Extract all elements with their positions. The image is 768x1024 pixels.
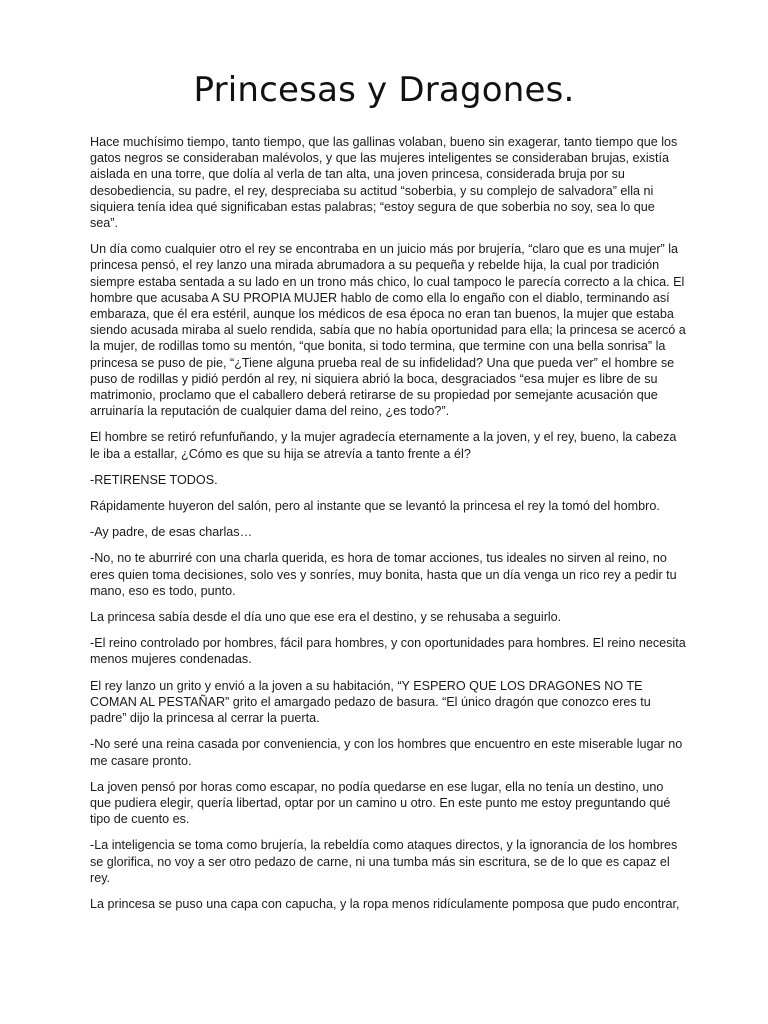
paragraph: -RETIRENSE TODOS.: [90, 472, 218, 487]
paragraph: La princesa se puso una capa con capucha, y la ropa menos ridículamente pomposa que pudo encontrar,: [90, 896, 680, 911]
paragraph: La princesa sabía desde el día uno que ese era el destino, y se rehusaba a seguirlo.: [90, 610, 562, 625]
paragraph: Rápidamente huyeron del salón, pero al instante que se levantó la princesa el rey la tomó del hombro.: [90, 499, 660, 514]
paragraph: Hace muchísimo tiempo, tanto tiempo, que las gallinas volaban, bueno sin exagerar, tanto tiempo que los gatos negros se consideraban malévolos, y que las mujeres inteligentes se consideraban brujas, existía aislada en una torre, que dolía al verla de tan alta, una joven princesa, considerada bruja por su desobediencia, su padre, el rey, despreciaba su actitud “soberbia, y su complejo de salvadora” ella ni siquiera tenía idea qué significaban estas palabras; “estoy segura de que soberbia no soy, sea lo que sea”.: [90, 135, 678, 231]
document-body: [90, 134, 686, 922]
paragraph: La joven pensó por horas como escapar, no podía quedarse en ese lugar, ella no tenía un destino, uno que pudiera elegir, quería libertad, optar por un camino u otro. En este punto me estoy preguntando qué tipo de cuento es.: [90, 779, 671, 827]
paragraph: -No, no te aburriré con una charla querida, es hora de tomar acciones, tus ideales no sirven al reino, no eres quien toma decisiones, solo ves y sonríes, muy bonita, hasta que un día venga un rico rey a pedir tu mano, eso es todo, punto.: [90, 551, 677, 598]
paragraph: -La inteligencia se toma como brujería, la rebeldía como ataques directos, y la ignorancia de los hombres se glorifica, no voy a ser otro pedazo de carne, ni una tumba más sin escritura, se de lo que es capaz el rey.: [90, 838, 678, 885]
paragraph: Un día como cualquier otro el rey se encontraba en un juicio más por brujería, “claro que es una mujer” la princesa pensó, el rey lanzo una mirada abrumadora a su pequeña y rebelde hija, la cual por tradición siempre estaba sentada a su lado en un trono más chico, lo cual tampoco le parecía correcto a la chica. El hombre que acusaba A SU PROPIA MUJER hablo de como ella lo engaño con el diablo, terminando así embaraza, que él era estéril, aunque los médicos de esa época no eran tan buenos, la mujer que estaba siendo acusada miraba al suelo rendida, sabía que no había oportunidad para ella; la princesa se acercó a la mujer, de rodillas tomo su mentón, “que bonita, si todo termina, que termine con una bella sonrisa” la princesa se puso de pie, “¿Tiene alguna prueba real de su infidelidad? Una que pueda ver” el hombre se puso de rodillas y pidió perdón al rey, ni siquiera abrió la boca, desgraciados “esa mujer es libre de su matrimonio, proclamo que el caballero deberá retirarse de su propiedad por semejante acusación que arruinaría la reputación de cualquier dama del reino, ¿es todo?”.: [90, 242, 686, 419]
paragraph: -No seré una reina casada por conveniencia, y con los hombres que encuentro en este miserable lugar no me casare pronto.: [90, 737, 683, 768]
paragraph: -Ay padre, de esas charlas…: [90, 525, 253, 540]
document-title: Princesas y Dragones.: [193, 70, 575, 110]
paragraph: -El reino controlado por hombres, fácil para hombres, y con oportunidades para hombres. El reino necesita menos mujeres condenadas.: [90, 636, 686, 667]
paragraph: El hombre se retiró refunfuñando, y la mujer agradecía eternamente a la joven, y el rey, bueno, la cabeza le iba a estallar, ¿Cómo es que su hija se atrevía a tanto frente a él?: [90, 430, 677, 461]
paragraph: El rey lanzo un grito y envió a la joven a su habitación, “Y ESPERO QUE LOS DRAGONES NO TE COMAN AL PESTAÑAR” grito el amargado pedazo de basura. “El único dragón que conozco eres tu padre” dijo la princesa al cerrar la puerta.: [90, 678, 651, 726]
